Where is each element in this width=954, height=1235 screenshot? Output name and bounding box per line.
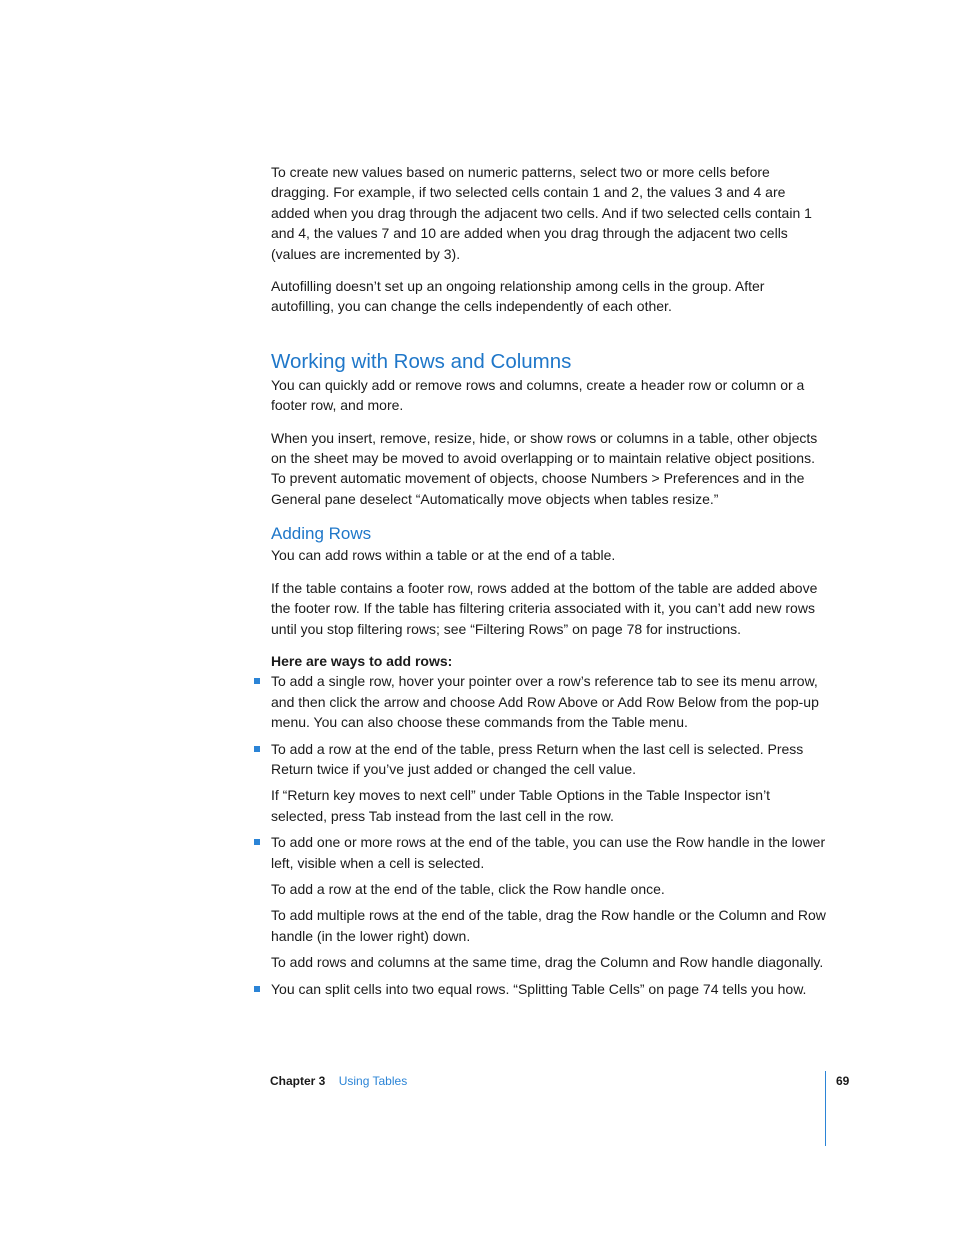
list-item-text: To add one or more rows at the end of the table, you can use the Row handle in the lower left, visible when a cell is selected. xyxy=(271,834,826,871)
bullet-list xyxy=(271,671,827,999)
list-item-text: You can split cells into two equal rows. “Splitting Table Cells” on page 74 tells you how. xyxy=(271,980,807,997)
list-item-note: If “Return key moves to next cell” under Table Options in the Table Inspector isn’t selected, press Tab instead from the last cell in the row. xyxy=(271,787,771,824)
list-item-note: To add rows and columns at the same time, drag the Column and Row handle diagonally. xyxy=(271,954,824,971)
list-item xyxy=(271,979,827,999)
section-heading: Working with Rows and Columns xyxy=(271,349,572,373)
footer-divider xyxy=(825,1071,826,1146)
bullet-square-icon xyxy=(254,839,260,845)
subsection-paragraph-2: If the table contains a footer row, rows added at the bottom of the table are added above the footer row. If the table has filtering criteria associated with it, you can’t add new rows until you stop filtering rows; see “Filtering Rows” on page 78 for instructions. xyxy=(271,579,818,637)
list-item-text: To add a single row, hover your pointer over a row’s reference tab to see its menu arrow, and then click the arrow and choose Add Row Above or Add Row Below from the pop-up menu. You can also choose these commands from the Table menu. xyxy=(271,673,819,731)
list-label: Here are ways to add rows: xyxy=(271,652,453,669)
section-paragraph-1: You can quickly add or remove rows and columns, create a header row or column or a footer row, and more. xyxy=(271,376,805,414)
intro-paragraph-1: To create new values based on numeric patterns, select two or more cells before dragging. For example, if two selected cells contain 1 and 2, the values 3 and 4 are added when you drag through the adjacent two cells. And if two selected cells contain 1 and 4, the values 7 and 10 are added when you drag through the adjacent two cells (values are incremented by 3). xyxy=(271,164,812,262)
section-paragraph-2: When you insert, remove, resize, hide, or show rows or columns in a table, other objects on the sheet may be moved to avoid overlapping or to maintain relative object positions. To prevent automatic movement of objects, choose Numbers > Preferences and in the General pane deselect “Automatically move objects when tables resize.” xyxy=(271,429,818,507)
list-item xyxy=(271,832,827,972)
bullet-square-icon xyxy=(254,678,260,684)
bullet-square-icon xyxy=(254,746,260,752)
list-item-text: To add a row at the end of the table, press Return when the last cell is selected. Press Return twice if you’ve just added or changed the cell value. xyxy=(271,740,804,777)
list-item xyxy=(271,671,827,732)
list-item-note: To add multiple rows at the end of the table, drag the Row handle or the Column and Row handle (in the lower right) down. xyxy=(271,907,826,944)
footer-chapter: Chapter 3 xyxy=(270,1074,326,1088)
subsection-paragraph-1: You can add rows within a table or at the end of a table. xyxy=(271,547,616,564)
list-item xyxy=(271,739,827,827)
page-footer xyxy=(270,1073,407,1089)
subsection-heading: Adding Rows xyxy=(271,524,372,544)
page-content xyxy=(271,162,827,1005)
bullet-square-icon xyxy=(254,986,260,992)
footer-chapter-title-link[interactable]: Using Tables xyxy=(338,1074,408,1088)
intro-paragraph-2: Autofilling doesn’t set up an ongoing relationship among cells in the group. After autofilling, you can change the cells independently of each other. xyxy=(271,278,765,315)
page-number: 69 xyxy=(836,1074,850,1088)
list-item-note: To add a row at the end of the table, click the Row handle once. xyxy=(271,880,665,897)
